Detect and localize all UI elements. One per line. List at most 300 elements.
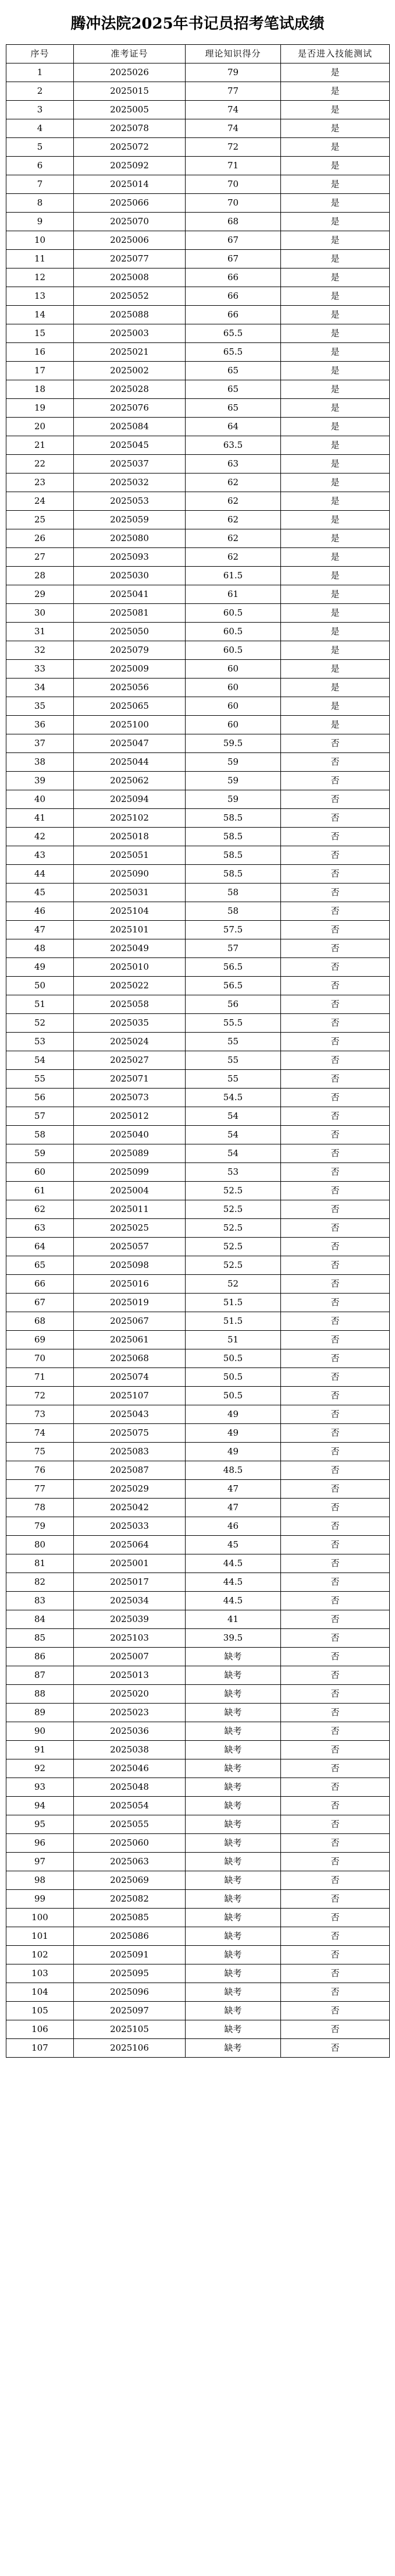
cell-advance: 是: [281, 268, 390, 287]
cell-index: 30: [6, 604, 74, 623]
cell-index: 101: [6, 1927, 74, 1946]
cell-advance: 是: [281, 455, 390, 473]
cell-score: 44.5: [186, 1592, 281, 1610]
cell-index: 105: [6, 2002, 74, 2020]
cell-score: 52.5: [186, 1219, 281, 1238]
cell-score: 60: [186, 679, 281, 697]
header-score: 理论知识得分: [186, 45, 281, 63]
cell-score: 缺考: [186, 1983, 281, 2002]
table-row: [6, 1554, 390, 1573]
cell-index: 54: [6, 1051, 74, 1070]
table-row: [6, 697, 390, 716]
cell-score: 缺考: [186, 1685, 281, 1704]
cell-exam-id: 2025107: [74, 1387, 186, 1405]
cell-advance: 是: [281, 63, 390, 82]
cell-index: 20: [6, 418, 74, 436]
cell-advance: 否: [281, 1200, 390, 1219]
cell-advance: 否: [281, 1443, 390, 1461]
cell-exam-id: 2025042: [74, 1499, 186, 1517]
table-row: [6, 1387, 390, 1405]
cell-score: 45: [186, 1536, 281, 1554]
cell-index: 75: [6, 1443, 74, 1461]
cell-index: 61: [6, 1182, 74, 1200]
cell-exam-id: 2025068: [74, 1349, 186, 1368]
cell-exam-id: 2025071: [74, 1070, 186, 1089]
cell-exam-id: 2025032: [74, 473, 186, 492]
cell-index: 9: [6, 213, 74, 231]
table-row: [6, 623, 390, 641]
cell-score: 63.5: [186, 436, 281, 455]
cell-advance: 否: [281, 1946, 390, 1964]
cell-score: 66: [186, 268, 281, 287]
cell-index: 58: [6, 1126, 74, 1144]
cell-advance: 是: [281, 604, 390, 623]
cell-exam-id: 2025030: [74, 567, 186, 585]
cell-index: 89: [6, 1704, 74, 1722]
cell-advance: 否: [281, 1610, 390, 1629]
cell-advance: 是: [281, 362, 390, 380]
cell-exam-id: 2025096: [74, 1983, 186, 2002]
table-row: [6, 1946, 390, 1964]
cell-advance: 是: [281, 399, 390, 418]
cell-score: 缺考: [186, 1741, 281, 1759]
cell-advance: 否: [281, 1256, 390, 1275]
cell-score: 67: [186, 231, 281, 250]
cell-score: 60: [186, 716, 281, 734]
table-row: [6, 511, 390, 529]
table-row: [6, 884, 390, 902]
cell-advance: 否: [281, 1294, 390, 1312]
cell-exam-id: 2025088: [74, 306, 186, 324]
cell-score: 49: [186, 1424, 281, 1443]
cell-index: 40: [6, 790, 74, 809]
cell-score: 52: [186, 1275, 281, 1294]
cell-advance: 是: [281, 660, 390, 679]
cell-score: 66: [186, 287, 281, 306]
cell-exam-id: 2025017: [74, 1573, 186, 1592]
cell-score: 59.5: [186, 734, 281, 753]
table-row: [6, 772, 390, 790]
cell-score: 54.5: [186, 1089, 281, 1107]
table-row: [6, 1331, 390, 1349]
cell-exam-id: 2025050: [74, 623, 186, 641]
cell-index: 97: [6, 1853, 74, 1871]
table-row: [6, 250, 390, 268]
cell-exam-id: 2025066: [74, 194, 186, 213]
cell-index: 73: [6, 1405, 74, 1424]
cell-score: 52.5: [186, 1182, 281, 1200]
cell-score: 缺考: [186, 1815, 281, 1834]
cell-exam-id: 2025049: [74, 939, 186, 958]
cell-index: 10: [6, 231, 74, 250]
cell-advance: 否: [281, 1144, 390, 1163]
cell-advance: 否: [281, 1685, 390, 1704]
cell-advance: 是: [281, 529, 390, 548]
cell-index: 85: [6, 1629, 74, 1648]
table-row: [6, 175, 390, 194]
cell-index: 15: [6, 324, 74, 343]
cell-score: 53: [186, 1163, 281, 1182]
cell-exam-id: 2025063: [74, 1853, 186, 1871]
cell-score: 62: [186, 492, 281, 511]
cell-score: 62: [186, 548, 281, 567]
table-row: [6, 1871, 390, 1890]
cell-score: 65: [186, 399, 281, 418]
cell-advance: 是: [281, 82, 390, 101]
table-row: [6, 548, 390, 567]
table-row: [6, 306, 390, 324]
table-row: [6, 939, 390, 958]
cell-advance: 否: [281, 1741, 390, 1759]
cell-index: 98: [6, 1871, 74, 1890]
table-row: [6, 1759, 390, 1778]
cell-advance: 否: [281, 1499, 390, 1517]
cell-advance: 否: [281, 1312, 390, 1331]
table-row: [6, 213, 390, 231]
table-row: [6, 1033, 390, 1051]
cell-index: 16: [6, 343, 74, 362]
cell-index: 68: [6, 1312, 74, 1331]
cell-score: 39.5: [186, 1629, 281, 1648]
table-row: [6, 716, 390, 734]
table-row: [6, 119, 390, 138]
cell-index: 102: [6, 1946, 74, 1964]
cell-index: 49: [6, 958, 74, 977]
table-row: [6, 1499, 390, 1517]
cell-exam-id: 2025105: [74, 2020, 186, 2039]
cell-index: 57: [6, 1107, 74, 1126]
table-row: [6, 604, 390, 623]
cell-exam-id: 2025097: [74, 2002, 186, 2020]
cell-exam-id: 2025039: [74, 1610, 186, 1629]
cell-exam-id: 2025070: [74, 213, 186, 231]
cell-exam-id: 2025021: [74, 343, 186, 362]
cell-index: 104: [6, 1983, 74, 2002]
cell-advance: 是: [281, 343, 390, 362]
cell-exam-id: 2025059: [74, 511, 186, 529]
cell-score: 55: [186, 1070, 281, 1089]
cell-advance: 是: [281, 641, 390, 660]
cell-exam-id: 2025007: [74, 1648, 186, 1666]
cell-exam-id: 2025060: [74, 1834, 186, 1853]
table-row: [6, 268, 390, 287]
cell-advance: 否: [281, 1536, 390, 1554]
cell-advance: 否: [281, 1387, 390, 1405]
table-row: [6, 1517, 390, 1536]
cell-index: 62: [6, 1200, 74, 1219]
cell-advance: 否: [281, 1797, 390, 1815]
cell-index: 103: [6, 1964, 74, 1983]
cell-index: 35: [6, 697, 74, 716]
cell-index: 66: [6, 1275, 74, 1294]
table-row: [6, 101, 390, 119]
cell-advance: 否: [281, 1853, 390, 1871]
cell-score: 缺考: [186, 2039, 281, 2058]
cell-exam-id: 2025055: [74, 1815, 186, 1834]
table-row: [6, 1405, 390, 1424]
cell-exam-id: 2025086: [74, 1927, 186, 1946]
cell-index: 106: [6, 2020, 74, 2039]
table-row: [6, 1536, 390, 1554]
table-row: [6, 1443, 390, 1461]
cell-score: 56.5: [186, 958, 281, 977]
cell-exam-id: 2025016: [74, 1275, 186, 1294]
cell-score: 62: [186, 473, 281, 492]
cell-score: 缺考: [186, 1909, 281, 1927]
cell-score: 65: [186, 380, 281, 399]
cell-exam-id: 2025101: [74, 921, 186, 939]
cell-advance: 否: [281, 1126, 390, 1144]
table-row: [6, 1853, 390, 1871]
table-row: [6, 753, 390, 772]
cell-score: 缺考: [186, 1871, 281, 1890]
table-row: [6, 529, 390, 548]
table-row: [6, 902, 390, 921]
cell-advance: 否: [281, 772, 390, 790]
cell-exam-id: 2025073: [74, 1089, 186, 1107]
cell-advance: 否: [281, 1051, 390, 1070]
cell-score: 46: [186, 1517, 281, 1536]
cell-advance: 是: [281, 697, 390, 716]
cell-exam-id: 2025058: [74, 995, 186, 1014]
cell-index: 42: [6, 828, 74, 846]
table-row: [6, 1927, 390, 1946]
cell-index: 5: [6, 138, 74, 157]
cell-exam-id: 2025085: [74, 1909, 186, 1927]
cell-index: 47: [6, 921, 74, 939]
cell-score: 58: [186, 902, 281, 921]
cell-score: 54: [186, 1144, 281, 1163]
cell-index: 71: [6, 1368, 74, 1387]
table-row: [6, 1573, 390, 1592]
cell-score: 62: [186, 511, 281, 529]
cell-advance: 否: [281, 1517, 390, 1536]
table-row: [6, 1089, 390, 1107]
cell-advance: 是: [281, 473, 390, 492]
cell-index: 7: [6, 175, 74, 194]
cell-index: 34: [6, 679, 74, 697]
cell-index: 48: [6, 939, 74, 958]
cell-advance: 否: [281, 1759, 390, 1778]
cell-index: 12: [6, 268, 74, 287]
cell-exam-id: 2025047: [74, 734, 186, 753]
cell-index: 44: [6, 865, 74, 884]
cell-exam-id: 2025025: [74, 1219, 186, 1238]
cell-score: 缺考: [186, 1704, 281, 1722]
cell-advance: 是: [281, 250, 390, 268]
cell-advance: 否: [281, 1704, 390, 1722]
cell-advance: 是: [281, 418, 390, 436]
cell-exam-id: 2025061: [74, 1331, 186, 1349]
cell-index: 64: [6, 1238, 74, 1256]
cell-index: 2: [6, 82, 74, 101]
cell-index: 36: [6, 716, 74, 734]
cell-score: 59: [186, 753, 281, 772]
cell-advance: 是: [281, 306, 390, 324]
cell-score: 58: [186, 884, 281, 902]
table-row: [6, 1051, 390, 1070]
table-row: [6, 1778, 390, 1797]
table-row: [6, 1349, 390, 1368]
cell-exam-id: 2025078: [74, 119, 186, 138]
table-row: [6, 2002, 390, 2020]
cell-advance: 是: [281, 623, 390, 641]
cell-score: 67: [186, 250, 281, 268]
cell-score: 79: [186, 63, 281, 82]
cell-advance: 否: [281, 1666, 390, 1685]
cell-score: 55.5: [186, 1014, 281, 1033]
cell-index: 93: [6, 1778, 74, 1797]
cell-advance: 是: [281, 567, 390, 585]
cell-index: 46: [6, 902, 74, 921]
table-row: [6, 194, 390, 213]
cell-exam-id: 2025064: [74, 1536, 186, 1554]
table-row: [6, 343, 390, 362]
cell-exam-id: 2025023: [74, 1704, 186, 1722]
cell-score: 61.5: [186, 567, 281, 585]
cell-score: 59: [186, 790, 281, 809]
cell-exam-id: 2025001: [74, 1554, 186, 1573]
cell-advance: 否: [281, 1722, 390, 1741]
table-row: [6, 1424, 390, 1443]
cell-index: 86: [6, 1648, 74, 1666]
table-row: [6, 1256, 390, 1275]
table-row: [6, 380, 390, 399]
cell-index: 84: [6, 1610, 74, 1629]
page-title: 腾冲法院2025年书记员招考笔试成绩: [70, 15, 325, 33]
table-row: [6, 1704, 390, 1722]
table-row: [6, 1163, 390, 1182]
cell-advance: 否: [281, 1275, 390, 1294]
table-row: [6, 977, 390, 995]
cell-advance: 否: [281, 1219, 390, 1238]
cell-advance: 否: [281, 977, 390, 995]
cell-index: 41: [6, 809, 74, 828]
cell-exam-id: 2025040: [74, 1126, 186, 1144]
cell-index: 28: [6, 567, 74, 585]
cell-exam-id: 2025057: [74, 1238, 186, 1256]
cell-exam-id: 2025044: [74, 753, 186, 772]
table-row: [6, 1144, 390, 1163]
cell-advance: 是: [281, 175, 390, 194]
cell-score: 61: [186, 585, 281, 604]
cell-index: 82: [6, 1573, 74, 1592]
cell-score: 74: [186, 119, 281, 138]
cell-exam-id: 2025095: [74, 1964, 186, 1983]
results-table: [6, 44, 390, 2058]
cell-score: 59: [186, 772, 281, 790]
cell-exam-id: 2025106: [74, 2039, 186, 2058]
cell-exam-id: 2025014: [74, 175, 186, 194]
cell-advance: 是: [281, 436, 390, 455]
cell-score: 62: [186, 529, 281, 548]
cell-exam-id: 2025054: [74, 1797, 186, 1815]
cell-score: 缺考: [186, 1834, 281, 1853]
cell-exam-id: 2025027: [74, 1051, 186, 1070]
cell-exam-id: 2025080: [74, 529, 186, 548]
cell-exam-id: 2025006: [74, 231, 186, 250]
table-row: [6, 1312, 390, 1331]
cell-advance: 否: [281, 1461, 390, 1480]
cell-advance: 否: [281, 921, 390, 939]
cell-index: 33: [6, 660, 74, 679]
cell-exam-id: 2025037: [74, 455, 186, 473]
cell-advance: 否: [281, 1405, 390, 1424]
cell-score: 缺考: [186, 1946, 281, 1964]
cell-index: 43: [6, 846, 74, 865]
cell-index: 87: [6, 1666, 74, 1685]
cell-exam-id: 2025010: [74, 958, 186, 977]
cell-advance: 否: [281, 1349, 390, 1368]
table-row: [6, 138, 390, 157]
table-row: [6, 958, 390, 977]
cell-score: 65.5: [186, 343, 281, 362]
cell-advance: 是: [281, 101, 390, 119]
table-row: [6, 362, 390, 380]
cell-exam-id: 2025033: [74, 1517, 186, 1536]
cell-exam-id: 2025051: [74, 846, 186, 865]
cell-exam-id: 2025003: [74, 324, 186, 343]
cell-index: 80: [6, 1536, 74, 1554]
cell-score: 缺考: [186, 2020, 281, 2039]
cell-exam-id: 2025018: [74, 828, 186, 846]
cell-advance: 否: [281, 2039, 390, 2058]
cell-score: 50.5: [186, 1349, 281, 1368]
table-row: [6, 1815, 390, 1834]
cell-advance: 否: [281, 1554, 390, 1573]
cell-advance: 否: [281, 1890, 390, 1909]
cell-index: 27: [6, 548, 74, 567]
cell-score: 缺考: [186, 1927, 281, 1946]
cell-index: 25: [6, 511, 74, 529]
cell-advance: 是: [281, 380, 390, 399]
cell-advance: 否: [281, 1014, 390, 1033]
cell-index: 92: [6, 1759, 74, 1778]
cell-index: 24: [6, 492, 74, 511]
cell-score: 60.5: [186, 623, 281, 641]
cell-index: 83: [6, 1592, 74, 1610]
table-row: [6, 679, 390, 697]
table-row: [6, 82, 390, 101]
cell-advance: 是: [281, 492, 390, 511]
cell-exam-id: 2025038: [74, 1741, 186, 1759]
table-row: [6, 287, 390, 306]
table-row: [6, 1200, 390, 1219]
table-row: [6, 1219, 390, 1238]
cell-advance: 否: [281, 1629, 390, 1648]
cell-index: 100: [6, 1909, 74, 1927]
cell-score: 缺考: [186, 1778, 281, 1797]
table-row: [6, 1685, 390, 1704]
cell-score: 72: [186, 138, 281, 157]
table-row: [6, 567, 390, 585]
cell-advance: 否: [281, 734, 390, 753]
cell-exam-id: 2025029: [74, 1480, 186, 1499]
cell-exam-id: 2025089: [74, 1144, 186, 1163]
cell-exam-id: 2025002: [74, 362, 186, 380]
cell-score: 65.5: [186, 324, 281, 343]
cell-score: 58.5: [186, 846, 281, 865]
cell-exam-id: 2025041: [74, 585, 186, 604]
cell-index: 65: [6, 1256, 74, 1275]
cell-score: 68: [186, 213, 281, 231]
cell-score: 51.5: [186, 1312, 281, 1331]
cell-advance: 否: [281, 790, 390, 809]
cell-advance: 否: [281, 1182, 390, 1200]
cell-exam-id: 2025048: [74, 1778, 186, 1797]
cell-score: 50.5: [186, 1368, 281, 1387]
cell-score: 66: [186, 306, 281, 324]
